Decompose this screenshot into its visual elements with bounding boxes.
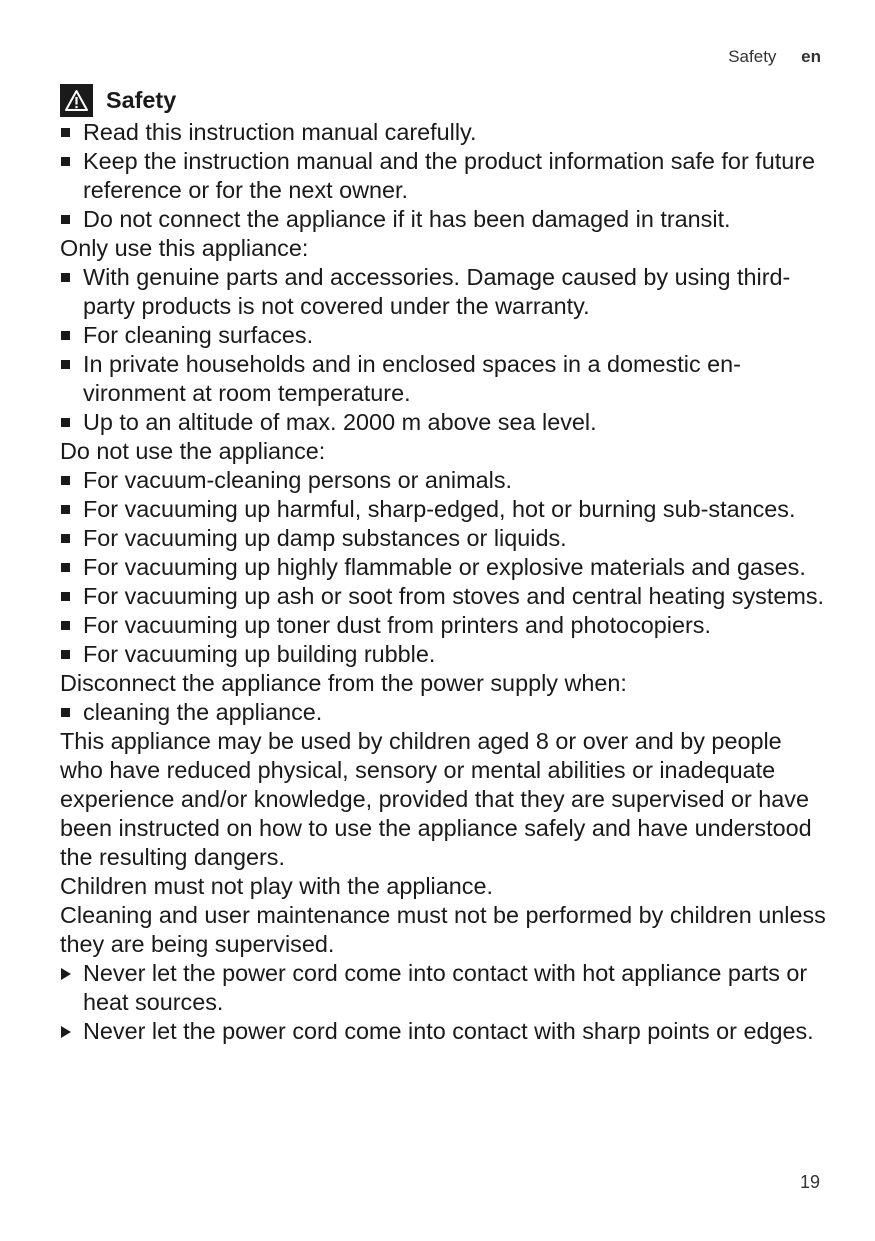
- list-item-text: Keep the instruction manual and the product information safe for future reference or for the next owner.: [83, 148, 816, 203]
- triangle-arrow-icon: [61, 1026, 71, 1038]
- list-item: [60, 553, 830, 582]
- square-bullet-icon: [61, 563, 70, 572]
- list-item: [60, 147, 830, 205]
- running-header: [728, 47, 821, 67]
- square-bullet-icon: [61, 592, 70, 601]
- safety-section: [60, 82, 830, 1046]
- list-item-text: For cleaning surfaces.: [83, 322, 314, 348]
- list-item: [60, 408, 830, 437]
- section-title: Safety: [106, 86, 177, 113]
- paragraph: This appliance may be used by children aged 8 or over and by people who have reduced physical, sensory or mental abilities or inadequate experience and/or knowledge, provided that they are supervised or have been instructed on how to use the appliance safely and have understood the resulting dangers.: [60, 728, 812, 870]
- paragraph: Children must not play with the appliance.: [60, 873, 493, 899]
- square-bullet-icon: [61, 157, 70, 166]
- instruction-step: [60, 959, 830, 1017]
- square-bullet-icon: [61, 534, 70, 543]
- list-item: [60, 698, 830, 727]
- paragraph: Cleaning and user maintenance must not be performed by children unless they are being supervised.: [60, 902, 826, 957]
- list-item-text: cleaning the appliance.: [83, 699, 323, 725]
- list-item-text: With genuine parts and accessories. Damage caused by using third-party products is not covered under the warranty.: [83, 264, 791, 319]
- square-bullet-icon: [61, 360, 70, 369]
- list-item: [60, 118, 830, 147]
- instruction-step: [60, 1017, 830, 1046]
- list-item-text: For vacuuming up toner dust from printers and photocopiers.: [83, 612, 711, 638]
- instruction-step-text: Never let the power cord come into contact with sharp points or edges.: [83, 1018, 814, 1044]
- header-section-title: Safety: [728, 47, 777, 66]
- square-bullet-icon: [61, 621, 70, 630]
- list-item-text: Read this instruction manual carefully.: [83, 119, 477, 145]
- list-item-text: For vacuuming up highly flammable or explosive materials and gases.: [83, 554, 806, 580]
- list-item-text: For vacuuming up ash or soot from stoves and central heating systems.: [83, 583, 825, 609]
- page-number: 19: [799, 1172, 820, 1192]
- warning-triangle-icon: [60, 84, 93, 117]
- list-item: [60, 466, 830, 495]
- square-bullet-icon: [61, 128, 70, 137]
- square-bullet-icon: [61, 273, 70, 282]
- square-bullet-icon: [61, 331, 70, 340]
- square-bullet-icon: [61, 215, 70, 224]
- section-heading: [60, 82, 830, 118]
- instruction-step-text: Never let the power cord come into contact with hot appliance parts or heat sources.: [83, 960, 808, 1015]
- header-language-code: en: [801, 47, 821, 66]
- square-bullet-icon: [61, 708, 70, 717]
- list-item-text: For vacuuming up damp substances or liquids.: [83, 525, 567, 551]
- square-bullet-icon: [61, 505, 70, 514]
- square-bullet-icon: [61, 650, 70, 659]
- list-item: [60, 321, 830, 350]
- list-item-text: For vacuuming up building rubble.: [83, 641, 436, 667]
- list-item: [60, 611, 830, 640]
- list-item: [60, 205, 830, 234]
- list-item-text: For vacuum-cleaning persons or animals.: [83, 467, 513, 493]
- list-item: [60, 582, 830, 611]
- list-item: [60, 350, 830, 408]
- list-item-text: Do not connect the appliance if it has been damaged in transit.: [83, 206, 731, 232]
- square-bullet-icon: [61, 418, 70, 427]
- paragraph: Disconnect the appliance from the power supply when:: [60, 670, 627, 696]
- list-item: [60, 524, 830, 553]
- list-item: [60, 263, 830, 321]
- list-item: [60, 495, 830, 524]
- list-item-text: Up to an altitude of max. 2000 m above sea level.: [83, 409, 597, 435]
- list-item-text: In private households and in enclosed spaces in a domestic en-vironment at room temperature.: [83, 351, 741, 406]
- triangle-arrow-icon: [61, 968, 71, 980]
- square-bullet-icon: [61, 476, 70, 485]
- list-item: [60, 640, 830, 669]
- paragraph: Only use this appliance:: [60, 235, 309, 261]
- list-item-text: For vacuuming up harmful, sharp-edged, hot or burning sub-stances.: [83, 496, 796, 522]
- paragraph: Do not use the appliance:: [60, 438, 326, 464]
